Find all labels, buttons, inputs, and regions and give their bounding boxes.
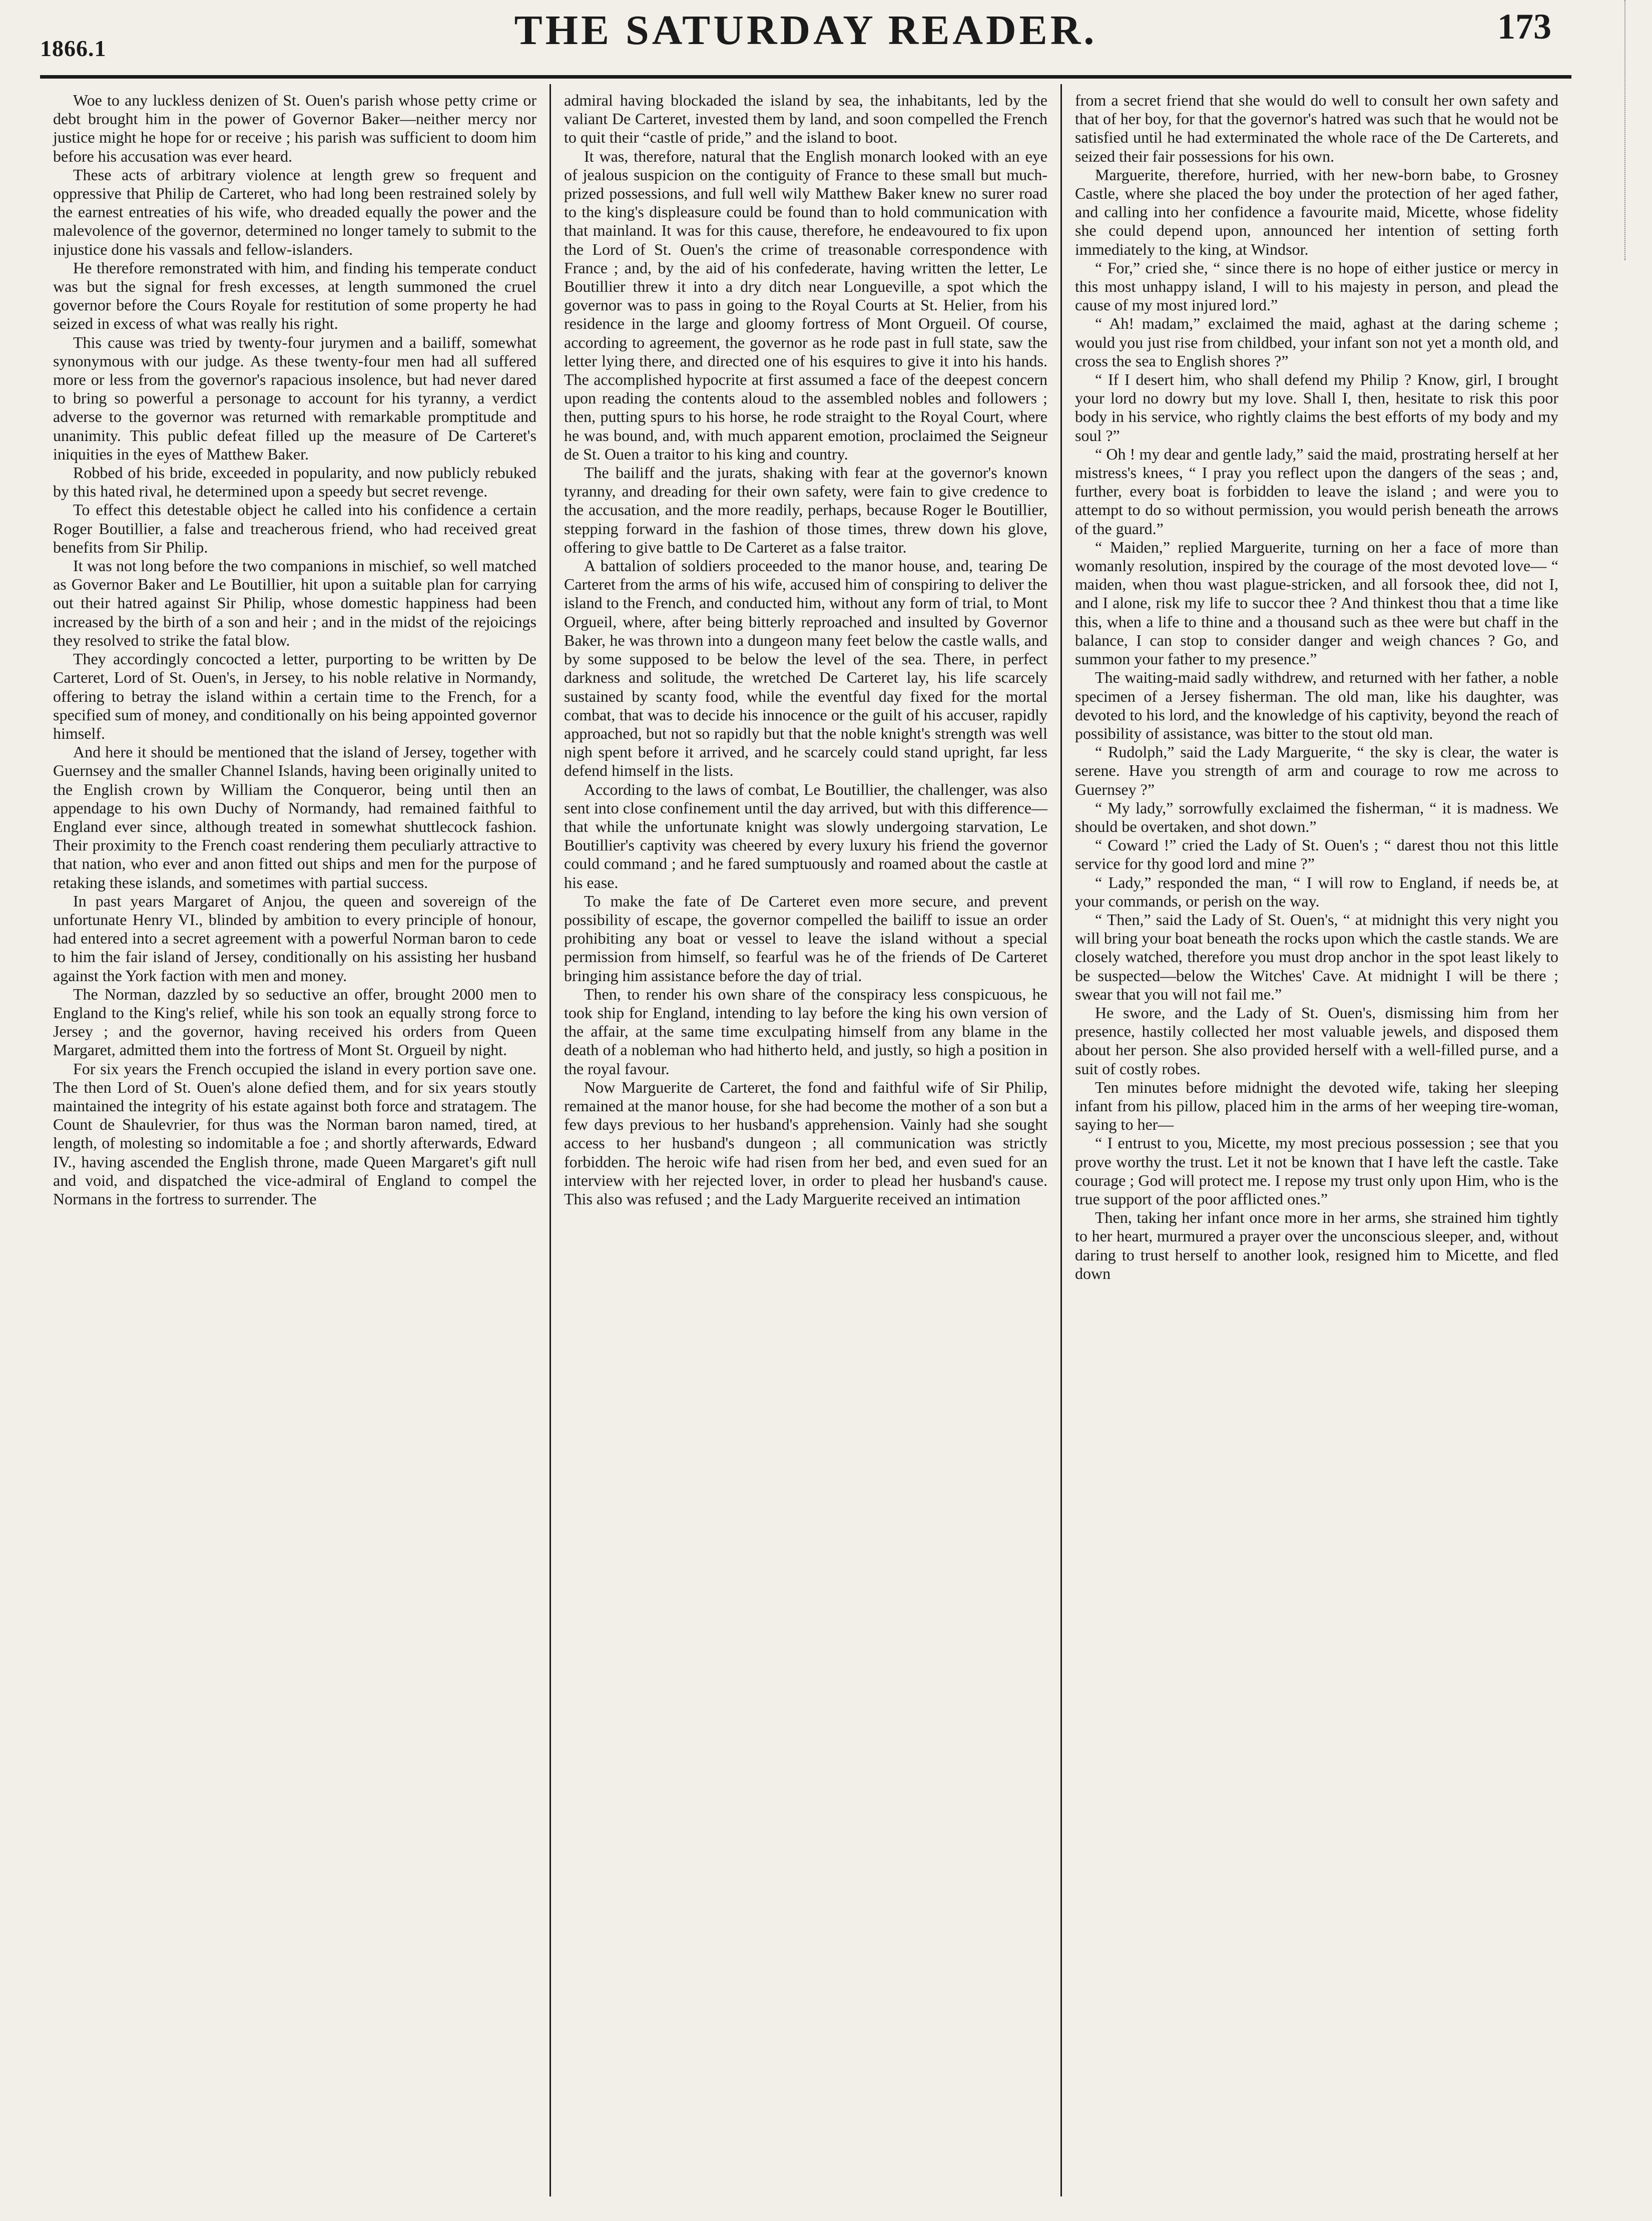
paragraph: For six years the French occupied the island in every portion save one. The then Lord of St. Ouen's alone defied them, and for six years stoutly maintained the integrity of his estate against both force and stratagem. The Count de Shaulevrier, for thus was the Norman baron named, tired, at length, of molesting so indomitable a foe ; and shortly afterwards, Edward IV., having ascended the English throne, made Queen Margaret's gift null and void, and dispatched the vice-admiral of England to compel the Normans in the fortress to surrender. The	[53, 1059, 536, 1208]
paragraph: The Norman, dazzled by so seductive an offer, brought 2000 men to England to the King's relief, while his son took an equally strong force to Jersey ; and the governor, having received his orders from Queen Margaret, admitted them into the fortress of Mont St. Orgueil by night.	[53, 985, 536, 1059]
paragraph: Now Marguerite de Carteret, the fond and faithful wife of Sir Philip, remained at the manor house, for she had become the mother of a son but a few days previous to her husband's apprehension. Vainly had she sought access to her husband's dungeon ; all communication was strictly forbidden. The heroic wife had risen from her bed, and even sued for an interview with her rejected lover, in order to plead her husband's cause. This also was refused ; and the Lady Marguerite received an intimation	[564, 1078, 1047, 1208]
paragraph: It was, therefore, natural that the English monarch looked with an eye of jealous suspicion on the contiguity of France to these small but much-prized possessions, and full well wily Matthew Baker knew no surer road to the king's displeasure could be found than to hold communication with that mainland. It was for this cause, therefore, he endeavoured to fix upon the Lord of St. Ouen's the crime of treasonable correspondence with France ; and, by the aid of his confederate, having written the letter, Le Boutillier threw it into a dry ditch near Longueville, a spot which the governor was to pass in going to the Royal Courts at St. Helier, from his residence in the large and gloomy fortress of Mont Orgueil. Of course, according to agreement, the governor as he rode past in full state, saw the letter lying there, and directed one of his esquires to give it into his hands. The accomplished hypocrite at first assumed a face of the deepest concern upon reading the contents aloud to the assembled nobles and followers ; then, putting spurs to his horse, he rode straight to the Royal Court, where he was bound, and, with much apparent emotion, proclaimed the Seigneur de St. Ouen a traitor to his king and country.	[564, 147, 1047, 463]
paragraph: Woe to any luckless denizen of St. Ouen's parish whose petty crime or debt brought him in the power of Governor Baker—neither mercy nor justice might he hope for or receive ; his parish was sufficient to doom him before his accusation was ever heard.	[53, 91, 536, 165]
paragraph: Then, to render his own share of the conspiracy less conspicuous, he took ship for England, intending to lay before the king his own version of the affair, at the same time exculpating himself from any blame in the death of a nobleman who had hitherto held, and justly, so high a position in the royal favour.	[564, 985, 1047, 1078]
header-rule	[40, 75, 1571, 79]
paragraph: He swore, and the Lady of St. Ouen's, dismissing him from her presence, hastily collected her most valuable jewels, and disposed them about her person. She also provided herself with a well-filled purse, and a suit of costly robes.	[1075, 1003, 1558, 1078]
paragraph: “ For,” cried she, “ since there is no hope of either justice or mercy in this most unhappy island, I will to his majesty in person, and plead the cause of my most injured lord.”	[1075, 258, 1558, 314]
paragraph: Then, taking her infant once more in her arms, she strained him tightly to her heart, murmured a prayer over the unconscious sleeper, and, without daring to trust herself to another look, resigned him to Micette, and fled down	[1075, 1208, 1558, 1282]
article-columns	[40, 84, 1571, 2196]
text-column-3	[1060, 84, 1571, 2196]
paragraph: The waiting-maid sadly withdrew, and returned with her father, a noble specimen of a Jersey fisherman. The old man, like his daughter, was devoted to his lord, and the knowledge of his captivity, beyond the reach of possibility of assistance, was bitter to the stout old man.	[1075, 668, 1558, 742]
paragraph: To make the fate of De Carteret even more secure, and prevent possibility of escape, the governor compelled the bailiff to issue an order prohibiting any boat or vessel to leave the island without a special permission from himself, so fearful was he of the friends of De Carteret bringing him assistance before the day of trial.	[564, 892, 1047, 985]
paragraph: “ I entrust to you, Micette, my most precious possession ; see that you prove worthy the trust. Let it not be known that I have left the castle. Take courage ; God will protect me. I repose my trust only upon Him, who is the true support of the poor afflicted ones.”	[1075, 1134, 1558, 1208]
paragraph: “ If I desert him, who shall defend my Philip ? Know, girl, I brought your lord no dowry but my love. Shall I, then, hesitate to risk this poor body in his service, who rightly claims the best efforts of my body and my soul ?”	[1075, 370, 1558, 445]
paragraph: He therefore remonstrated with him, and finding his temperate conduct was but the signal for fresh excesses, at length summoned the cruel governor before the Cours Royale for restitution of some property he had seized in excess of what was really his right.	[53, 258, 536, 333]
paragraph: A battalion of soldiers proceeded to the manor house, and, tearing De Carteret from the arms of his wife, accused him of conspiring to deliver the island to the French, and conducted him, without any form of trial, to Mont Orgueil, where, after being bitterly reproached and insulted by Governor Baker, he was thrown into a dungeon many feet below the castle walls, and by some supposed to be below the level of the sea. There, in perfect darkness and solitude, the wretched De Carteret lay, his life scarcely sustained by scanty food, while the eventful day fixed for the mortal combat, that was to decide his innocence or the guilt of his accuser, rapidly approached, but not so rapidly but that the noble knight's strength was well nigh spent before it arrived, and he scarcely could stand upright, far less defend himself in the lists.	[564, 557, 1047, 780]
paragraph: To effect this detestable object he called into his confidence a certain Roger Boutillier, a false and treacherous friend, who had received great benefits from Sir Philip.	[53, 501, 536, 556]
margin-dots	[1624, 0, 1628, 260]
paragraph: “ Ah! madam,” exclaimed the maid, aghast at the daring scheme ; would you just rise from childbed, your infant son not yet a month old, and cross the sea to English shores ?”	[1075, 314, 1558, 370]
paragraph: admiral having blockaded the island by sea, the inhabitants, led by the valiant De Carteret, invested them by land, and soon compelled the French to quit their “castle of pride,” and the island to boot.	[564, 91, 1047, 147]
paragraph: Marguerite, therefore, hurried, with her new-born babe, to Grosney Castle, where she placed the boy under the protection of her aged father, and calling into her confidence a favourite maid, Micette, whose fidelity she could depend upon, announced her intention of setting forth immediately to the king, at Windsor.	[1075, 165, 1558, 258]
paragraph: “ Rudolph,” said the Lady Marguerite, “ the sky is clear, the water is serene. Have you strength of arm and courage to row me across to Guernsey ?”	[1075, 743, 1558, 798]
paragraph: According to the laws of combat, Le Boutillier, the challenger, was also sent into close confinement until the day arrived, but with this difference—that while the unfortunate knight was slowly undergoing starvation, Le Boutillier's captivity was cheered by every luxury his friend the governor could command ; and he fared sumptuously and roamed about the castle at his ease.	[564, 780, 1047, 892]
paragraph: “ Coward !” cried the Lady of St. Ouen's ; “ darest thou not this little service for thy good lord and mine ?”	[1075, 836, 1558, 873]
paragraph: These acts of arbitrary violence at length grew so frequent and oppressive that Philip de Carteret, who had long been restrained solely by the earnest entreaties of his wife, who dreaded equally the power and the malevolence of the governor, determined no longer tamely to submit to the injustice done his vassals and fellow-islanders.	[53, 165, 536, 258]
text-column-2	[549, 84, 1060, 2196]
publication-title: THE SATURDAY READER.	[514, 7, 1097, 54]
paragraph: “ Oh ! my dear and gentle lady,” said the maid, prostrating herself at her mistress's knees, “ I pray you reflect upon the dangers of the seas ; and, further, every boat is forbidden to leave the island ; and were you to attempt to do so without permission, you would perish beneath the arrows of the guard.”	[1075, 445, 1558, 538]
paragraph: from a secret friend that she would do well to consult her own safety and that of her boy, for that the governor's hatred was such that he would not be satisfied until he had exterminated the whole race of the De Carterets, and seized their fair possessions for his own.	[1075, 91, 1558, 165]
paragraph: “ Maiden,” replied Marguerite, turning on her a face of more than womanly resolution, inspired by the courage of the most devoted love— “ maiden, when thou wast plague-stricken, and all forsook thee, did not I, and I alone, risk my life to succor thee ? And thinkest thou that a time like this, when a life to thine and a thousand such as thee were but chaff in the balance, I can stop to consider danger and weigh chances ? Go, and summon your father to my presence.”	[1075, 538, 1558, 668]
issue-date: 1866.1	[40, 36, 107, 61]
paragraph: “ Then,” said the Lady of St. Ouen's, “ at midnight this very night you will bring your boat beneath the rocks upon which the castle stands. We are closely watched, therefore you must drop anchor in the spot least likely to be suspected—below the Witches' Cave. At midnight I will be there ; swear that you will not fail me.”	[1075, 910, 1558, 1003]
paragraph: And here it should be mentioned that the island of Jersey, together with Guernsey and the smaller Channel Islands, having been originally united to the English crown by William the Conqueror, being until then an appendage to his own Duchy of Normandy, had remained faithful to England ever since, although treated in somewhat shuttlecock fashion. Their proximity to the French coast rendering them peculiarly attractive to that nation, who ever and anon fitted out ships and men for the purpose of retaking these islands, and sometimes with partial success.	[53, 743, 536, 892]
paragraph: It was not long before the two companions in mischief, so well matched as Governor Baker and Le Boutillier, hit upon a suitable plan for carrying out their hatred against Sir Philip, whose domestic happiness had been increased by the birth of a son and heir ; and in the midst of the rejoicings they resolved to strike the fatal blow.	[53, 557, 536, 649]
paragraph: This cause was tried by twenty-four jurymen and a bailiff, somewhat synonymous with our judge. As these twenty-four men had all suffered more or less from the governor's rapacious insolence, but had never dared to bring so powerful a personage to account for his tyranny, a verdict adverse to the governor was returned with remarkable promptitude and unanimity. This public defeat filled up the measure of De Carteret's iniquities in the eyes of Matthew Baker.	[53, 333, 536, 463]
paragraph: In past years Margaret of Anjou, the queen and sovereign of the unfortunate Henry VI., blinded by ambition to every principle of honour, had entered into a secret agreement with a powerful Norman baron to cede to him the fair island of Jersey, conditionally on his assisting her husband against the York faction with men and money.	[53, 892, 536, 985]
page-number: 173	[1497, 7, 1551, 47]
text-column-1	[40, 84, 549, 2196]
paragraph: Robbed of his bride, exceeded in popularity, and now publicly rebuked by this hated rival, he determined upon a speedy but secret revenge.	[53, 464, 536, 501]
paragraph: “ Lady,” responded the man, “ I will row to England, if needs be, at your commands, or perish on the way.	[1075, 873, 1558, 910]
paragraph: “ My lady,” sorrowfully exclaimed the fisherman, “ it is madness. We should be overtaken, and shot down.”	[1075, 798, 1558, 835]
paragraph: The bailiff and the jurats, shaking with fear at the governor's known tyranny, and dreading for their own safety, were fain to give credence to the accusation, and the more readily, perhaps, because Roger le Boutillier, stepping forward in the fashion of those times, threw down his glove, offering to give battle to De Carteret as a false traitor.	[564, 464, 1047, 556]
paragraph: Ten minutes before midnight the devoted wife, taking her sleeping infant from his pillow, placed him in the arms of her weeping tire-woman, saying to her—	[1075, 1078, 1558, 1134]
paragraph: They accordingly concocted a letter, purporting to be written by De Carteret, Lord of St. Ouen's, in Jersey, to his noble relative in Normandy, offering to betray the island within a certain time to the French, for a specified sum of money, and conditionally on his being appointed governor himself.	[53, 650, 536, 742]
